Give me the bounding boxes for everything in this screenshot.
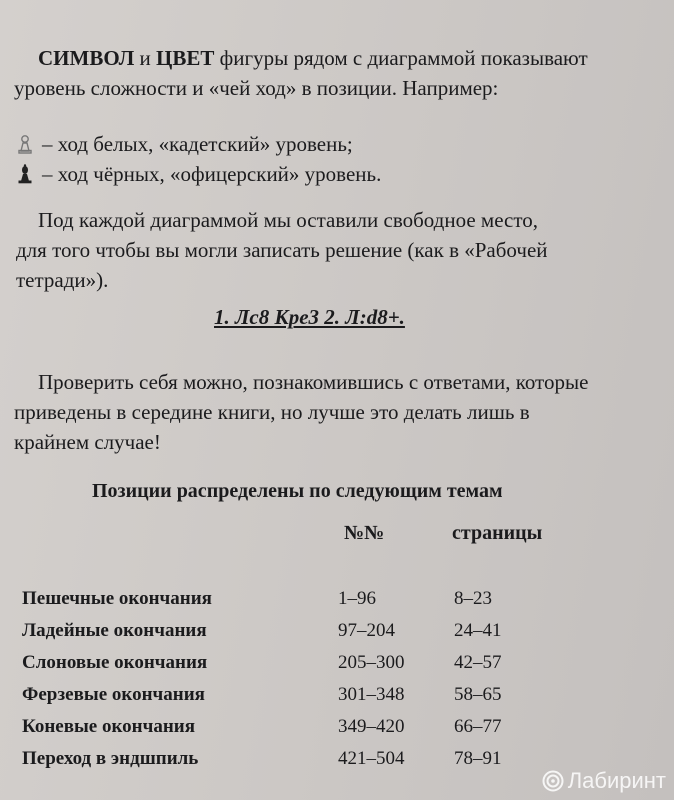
toc-row-name: Коневые окончания — [22, 716, 196, 737]
legend-white-text: – ход белых, «кадетский» уровень; — [42, 132, 353, 156]
toc-row-pages: 78–91 — [454, 748, 502, 769]
legend-black — [16, 158, 381, 190]
toc-row-name: Ферзевые окончания — [22, 684, 205, 705]
black-bishop-icon — [16, 164, 34, 184]
toc-row-name: Слоновые окончания — [22, 652, 208, 673]
toc-row-name: Ладейные окончания — [22, 620, 207, 641]
toc-row — [22, 684, 582, 714]
white-pawn-icon — [16, 134, 34, 154]
legend-white — [16, 128, 353, 160]
check-note-line-1: Проверить себя можно, познакомившись с ответами, которые — [38, 370, 589, 394]
intro-line-1-rest: фигуры рядом с диаграммой показывают — [219, 46, 588, 70]
toc-row — [22, 588, 582, 618]
toc-row-pages: 24–41 — [454, 620, 502, 641]
toc-row-numbers: 349–420 — [338, 716, 405, 737]
intro-bold-color: ЦВЕТ — [156, 46, 215, 70]
toc-row-pages: 66–77 — [454, 716, 502, 737]
toc-row-pages: 42–57 — [454, 652, 502, 673]
toc-row-numbers: 97–204 — [338, 620, 395, 641]
intro-and: и — [139, 46, 151, 70]
toc-title: Позиции распределены по следующим темам — [92, 480, 503, 502]
toc-row-numbers: 421–504 — [338, 748, 405, 769]
toc-row-numbers: 1–96 — [338, 588, 376, 609]
watermark — [542, 768, 666, 794]
toc-row — [22, 652, 582, 682]
watermark-text: Лабиринт — [567, 768, 666, 793]
solution-example: 1. Лc8 Кpe3 2. Л:d8+. — [214, 305, 405, 329]
toc-row-pages: 8–23 — [454, 588, 492, 609]
space-note-line-1: Под каждой диаграммой мы оставили свободное место, — [38, 208, 539, 232]
toc-row-name: Пешечные окончания — [22, 588, 212, 609]
intro-line-2: уровень сложности и «чей ход» в позиции. Например: — [14, 76, 499, 100]
check-note-line-3: крайнем случае! — [14, 430, 161, 454]
check-note-line-2: приведены в середине книги, но лучше это делать лишь в — [14, 400, 530, 424]
legend-black-text: – ход чёрных, «офицерский» уровень. — [42, 162, 382, 186]
intro-bold-symbol: СИМВОЛ — [38, 46, 135, 70]
toc-col-pages: страницы — [452, 522, 543, 544]
toc-row — [22, 716, 582, 746]
toc-row-numbers: 205–300 — [338, 652, 405, 673]
space-note-line-2: для того чтобы вы могли записать решение (как в «Рабочей — [16, 238, 548, 262]
toc-row — [22, 620, 582, 650]
space-note-line-3: тетради»). — [16, 268, 109, 292]
toc-row-pages: 58–65 — [454, 684, 502, 705]
intro-line-1 — [38, 42, 588, 74]
labyrinth-logo-icon — [542, 770, 564, 792]
toc-row — [22, 748, 582, 778]
toc-col-numbers: №№ — [344, 522, 385, 544]
toc-row-numbers: 301–348 — [338, 684, 405, 705]
toc-row-name: Переход в эндшпиль — [22, 748, 199, 769]
